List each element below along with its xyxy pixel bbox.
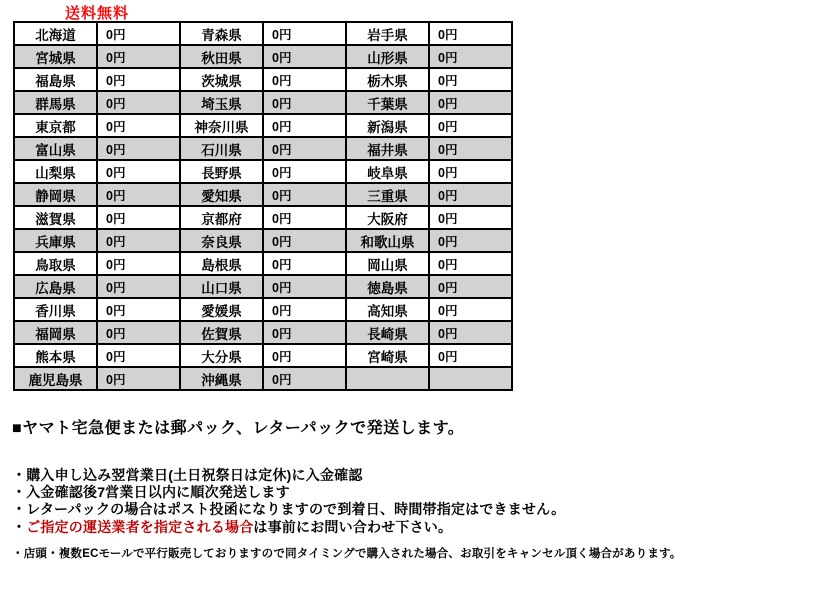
fee-cell: 0円	[263, 252, 346, 275]
prefecture-cell: 埼玉県	[180, 91, 263, 114]
prefecture-cell: 長野県	[180, 160, 263, 183]
fee-cell: 0円	[263, 298, 346, 321]
fee-cell: 0円	[263, 229, 346, 252]
prefecture-cell: 愛知県	[180, 183, 263, 206]
fee-cell: 0円	[97, 91, 180, 114]
prefecture-cell	[346, 367, 429, 390]
prefecture-cell: 京都府	[180, 206, 263, 229]
table-row	[14, 160, 512, 183]
table-row	[14, 183, 512, 206]
fee-cell: 0円	[263, 114, 346, 137]
prefecture-cell: 滋賀県	[14, 206, 97, 229]
fee-cell: 0円	[429, 160, 512, 183]
fee-cell: 0円	[97, 229, 180, 252]
prefecture-cell: 石川県	[180, 137, 263, 160]
prefecture-cell: 秋田県	[180, 45, 263, 68]
table-row	[14, 114, 512, 137]
prefecture-cell: 香川県	[14, 298, 97, 321]
table-row	[14, 298, 512, 321]
prefecture-cell: 静岡県	[14, 183, 97, 206]
fee-cell: 0円	[97, 275, 180, 298]
prefecture-cell: 福井県	[346, 137, 429, 160]
fee-cell: 0円	[97, 114, 180, 137]
prefecture-cell: 長崎県	[346, 321, 429, 344]
fee-cell: 0円	[97, 206, 180, 229]
table-row	[14, 45, 512, 68]
note-letterpack: ・レターパックの場合はポスト投函になりますので到着日、時間帯指定はできません。	[12, 501, 566, 518]
prefecture-cell: 岡山県	[346, 252, 429, 275]
fee-cell: 0円	[429, 114, 512, 137]
prefecture-cell: 岐阜県	[346, 160, 429, 183]
table-row	[14, 344, 512, 367]
shipping-method-heading: ■ヤマト宅急便または郵パック、レターパックで発送します。	[12, 420, 465, 437]
fee-cell: 0円	[263, 321, 346, 344]
note-dispatch-time: ・入金確認後7営業日以内に順次発送します	[12, 484, 290, 501]
table-row	[14, 321, 512, 344]
prefecture-cell: 和歌山県	[346, 229, 429, 252]
prefecture-cell: 青森県	[180, 22, 263, 45]
prefecture-cell: 東京都	[14, 114, 97, 137]
prefecture-cell: 大阪府	[346, 206, 429, 229]
prefecture-cell: 福岡県	[14, 321, 97, 344]
prefecture-cell: 山形県	[346, 45, 429, 68]
fee-cell: 0円	[429, 252, 512, 275]
fee-cell: 0円	[429, 22, 512, 45]
prefecture-cell: 宮城県	[14, 45, 97, 68]
fee-cell: 0円	[97, 321, 180, 344]
prefecture-cell: 福島県	[14, 68, 97, 91]
free-shipping-label: 送料無料	[65, 5, 130, 22]
fee-cell: 0円	[429, 229, 512, 252]
fee-cell: 0円	[263, 137, 346, 160]
note-carrier-red-text: ご指定の運送業者を指定される場合	[26, 518, 254, 535]
table-row	[14, 275, 512, 298]
fee-cell: 0円	[263, 91, 346, 114]
fee-cell: 0円	[429, 344, 512, 367]
fee-cell: 0円	[429, 68, 512, 91]
prefecture-cell: 高知県	[346, 298, 429, 321]
prefecture-cell: 鳥取県	[14, 252, 97, 275]
fee-cell: 0円	[97, 252, 180, 275]
prefecture-cell: 奈良県	[180, 229, 263, 252]
fee-cell: 0円	[429, 321, 512, 344]
fee-cell: 0円	[97, 68, 180, 91]
fee-cell	[429, 367, 512, 390]
prefecture-cell: 岩手県	[346, 22, 429, 45]
prefecture-cell: 愛媛県	[180, 298, 263, 321]
fee-cell: 0円	[97, 22, 180, 45]
prefecture-cell: 宮崎県	[346, 344, 429, 367]
prefecture-cell: 徳島県	[346, 275, 429, 298]
fee-cell: 0円	[263, 367, 346, 390]
shipping-notes-list	[12, 467, 812, 561]
fee-cell: 0円	[263, 344, 346, 367]
fee-cell: 0円	[429, 45, 512, 68]
table-row	[14, 229, 512, 252]
table-row	[14, 252, 512, 275]
note-payment-confirmation: ・購入申し込み翌営業日(土日祝祭日は定休)に入金確認	[12, 467, 363, 483]
prefecture-cell: 北海道	[14, 22, 97, 45]
table-row	[14, 22, 512, 45]
prefecture-cell: 鹿児島県	[14, 367, 97, 390]
shipping-table-body	[14, 22, 512, 390]
prefecture-cell: 沖縄県	[180, 367, 263, 390]
fee-cell: 0円	[97, 183, 180, 206]
note-parallel-sales: ・店頭・複数ECモールで平行販売しておりますので同タイミングで購入された場合、お取引をキャンセル頂く場合があります。	[12, 547, 682, 560]
prefecture-cell: 広島県	[14, 275, 97, 298]
prefecture-cell: 富山県	[14, 137, 97, 160]
fee-cell: 0円	[263, 22, 346, 45]
fee-cell: 0円	[429, 206, 512, 229]
fee-cell: 0円	[97, 344, 180, 367]
fee-cell: 0円	[263, 45, 346, 68]
table-row	[14, 68, 512, 91]
shipping-notes	[12, 415, 812, 561]
prefecture-cell: 群馬県	[14, 91, 97, 114]
table-row	[14, 91, 512, 114]
fee-cell: 0円	[97, 298, 180, 321]
prefecture-cell: 島根県	[180, 252, 263, 275]
prefecture-cell: 千葉県	[346, 91, 429, 114]
fee-cell: 0円	[429, 183, 512, 206]
prefecture-cell: 熊本県	[14, 344, 97, 367]
fee-cell: 0円	[429, 298, 512, 321]
prefecture-cell: 山口県	[180, 275, 263, 298]
fee-cell: 0円	[97, 160, 180, 183]
prefecture-cell: 山梨県	[14, 160, 97, 183]
prefecture-cell: 佐賀県	[180, 321, 263, 344]
fee-cell: 0円	[263, 68, 346, 91]
prefecture-cell: 大分県	[180, 344, 263, 367]
table-row	[14, 206, 512, 229]
fee-cell: 0円	[263, 275, 346, 298]
prefecture-cell: 神奈川県	[180, 114, 263, 137]
prefecture-cell: 新潟県	[346, 114, 429, 137]
fee-cell: 0円	[263, 206, 346, 229]
shipping-fee-table	[13, 21, 513, 391]
fee-cell: 0円	[97, 45, 180, 68]
fee-cell: 0円	[263, 183, 346, 206]
fee-cell: 0円	[429, 137, 512, 160]
note-carrier-rest-text: は事前にお問い合わせ下さい。	[253, 518, 453, 535]
fee-cell: 0円	[263, 160, 346, 183]
fee-cell: 0円	[97, 367, 180, 390]
prefecture-cell: 兵庫県	[14, 229, 97, 252]
note-carrier-request	[12, 519, 812, 536]
table-row	[14, 137, 512, 160]
prefecture-cell: 三重県	[346, 183, 429, 206]
table-row	[14, 367, 512, 390]
note-carrier-bullet-marker: ・	[12, 518, 27, 535]
prefecture-cell: 栃木県	[346, 68, 429, 91]
fee-cell: 0円	[429, 275, 512, 298]
prefecture-cell: 茨城県	[180, 68, 263, 91]
fee-cell: 0円	[429, 91, 512, 114]
fee-cell: 0円	[97, 137, 180, 160]
